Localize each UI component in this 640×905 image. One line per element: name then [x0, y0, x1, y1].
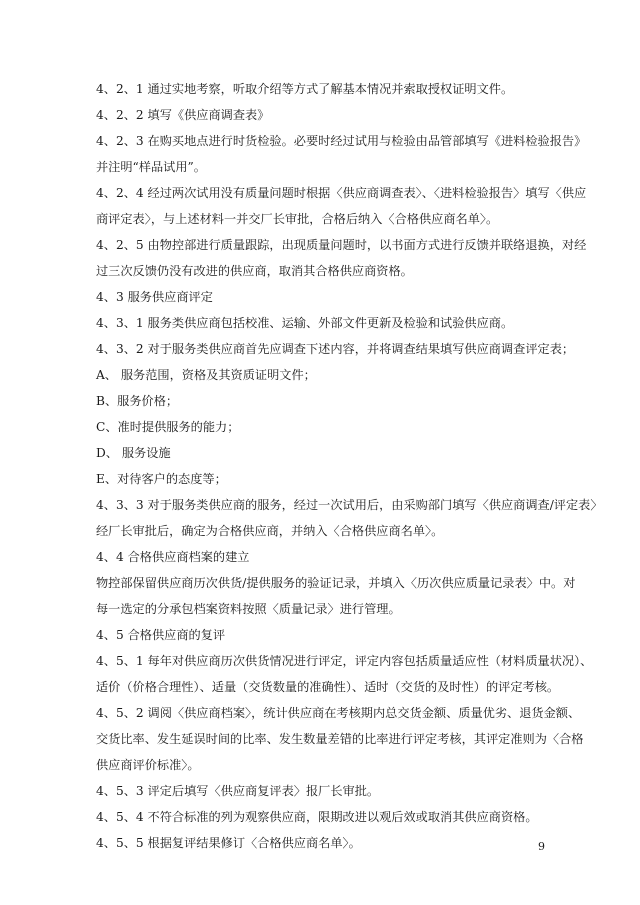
text-line: 4、5、2 调阅〈供应商档案〉，统计供应商在考核期内总交货金额、质量优劣、退货金额、: [96, 706, 581, 720]
text-line: 4、2、1 通过实地考察，听取介绍等方式了解基本情况并索取授权证明文件。: [96, 82, 514, 96]
text-line: 4、5、4 不符合标准的列为观察供应商，限期改进以观后效或取消其供应商资格。: [96, 810, 538, 824]
document-body: [96, 76, 603, 856]
text-line: 供应商评价标准〉。: [96, 758, 200, 772]
section-heading: 4、4 合格供应商档案的建立: [96, 550, 250, 564]
text-line: 4、5、1 每年对供应商历次供货情况进行评定，评定内容包括质量适应性（材料质量状况）、: [96, 654, 593, 668]
text-line: 4、5、3 评定后填写〈供应商复评表〉报厂长审批。: [96, 784, 380, 798]
text-line: 每一选定的分承包档案资料按照〈质量记录〉进行管理。: [96, 602, 401, 616]
text-line: 商评定表〉，与上述材料一并交厂长审批，合格后纳入〈合格供应商名单〉。: [96, 212, 499, 226]
text-line: 适价（价格合理性）、适量（交货数量的准确性）、适时（交货的及时性）的评定考核。: [96, 680, 560, 694]
list-item: A、 服务范围，资格及其资质证明文件；: [96, 368, 316, 382]
text-line: 4、3、2 对于服务类供应商首先应调查下述内容，并将调查结果填写供应商调查评定表；: [96, 342, 575, 356]
section-heading: 4、3 服务供应商评定: [96, 290, 213, 304]
text-line: 4、2、5 由物控部进行质量跟踪，出现质量问题时，以书面方式进行反馈并联络退换，对经: [96, 238, 587, 252]
text-line: 4、3、3 对于服务类供应商的服务，经过一次试用后，由采购部门填写〈供应商调查/评定表〉: [96, 498, 603, 512]
text-line: 交货比率、发生延误时间的比率、发生数量差错的比率进行评定考核，其评定准则为〈合格: [96, 732, 584, 746]
text-line: 并注明“样品试用”。: [96, 160, 206, 174]
text-line: 4、2、4 经过两次试用没有质量问题时根据〈供应商调查表〉、〈进料检验报告〉填写〈供应: [96, 186, 587, 200]
text-line: 4、3、1 服务类供应商包括校准、运输、外部文件更新及检验和试验供应商。: [96, 316, 514, 330]
list-item: D、 服务设施: [96, 446, 171, 460]
page-number: 9: [538, 840, 545, 853]
list-item: B、服务价格；: [96, 394, 179, 408]
text-line: 物控部保留供应商历次供货/提供服务的验证记录，并填入〈历次供应质量记录表〉中。对: [96, 576, 576, 590]
list-item: C、准时提供服务的能力；: [96, 420, 240, 434]
text-line: 4、5、5 根据复评结果修订〈合格供应商名单〉。: [96, 836, 361, 850]
text-line: 过三次反馈仍没有改进的供应商，取消其合格供应商资格。: [96, 264, 413, 278]
text-line: 4、2、3 在购买地点进行时货检验。必要时经过试用与检验由品管部填写《进料检验报告》: [96, 134, 587, 148]
list-item: E、对待客户的态度等；: [96, 472, 227, 486]
text-line: 4、2、2 填写《供应商调查表》: [96, 108, 270, 122]
section-heading: 4、5 合格供应商的复评: [96, 628, 226, 642]
text-line: 经厂长审批后，确定为合格供应商，并纳入〈合格供应商名单〉。: [96, 524, 444, 538]
